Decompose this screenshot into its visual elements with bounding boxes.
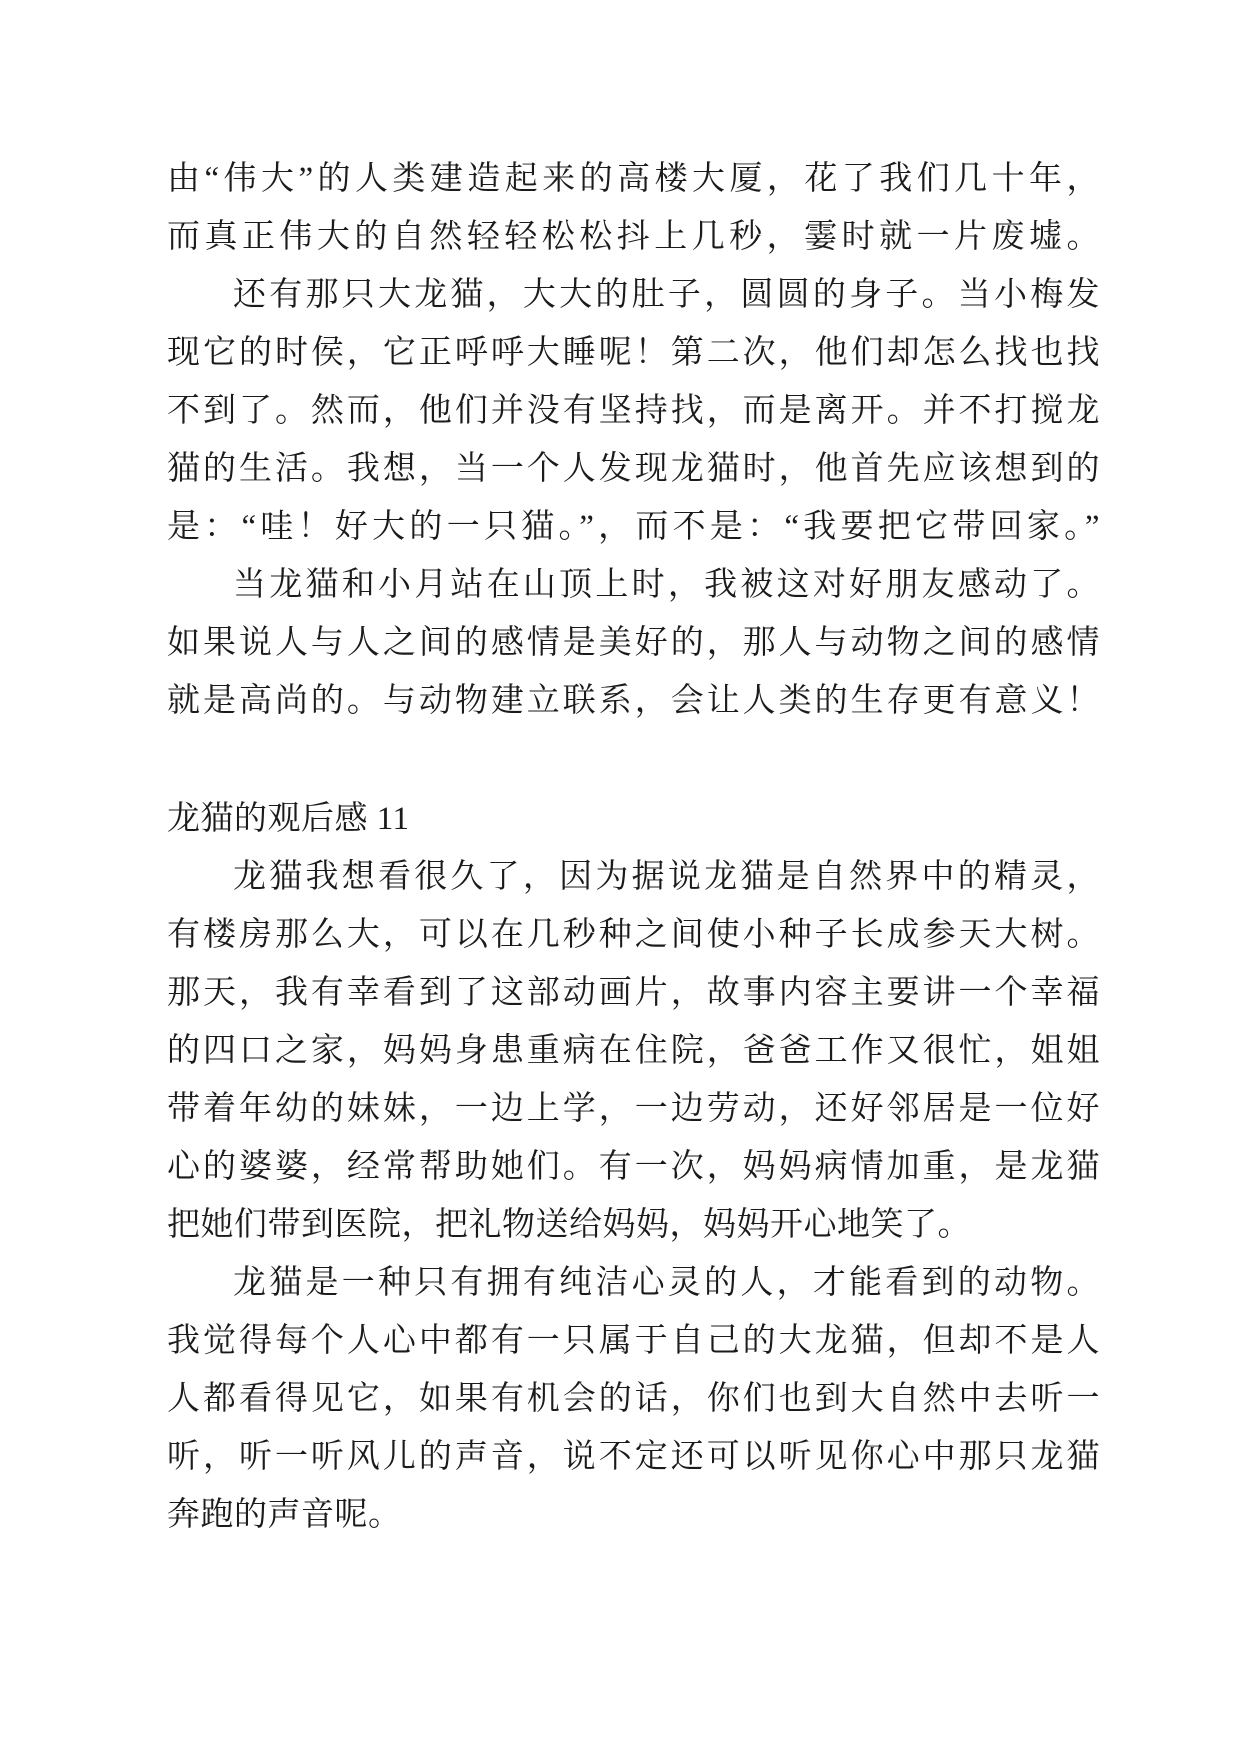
text-line: 那天，我有幸看到了这部动画片，故事内容主要讲一个幸福 [167,975,1100,1011]
text-line: 人都看得见它，如果有机会的话，你们也到大自然中去听一 [167,1381,1100,1417]
paragraph-continuation [167,150,1100,266]
text-line: 我觉得每个人心中都有一只属于自己的大龙猫，但却不是人 [167,1323,1100,1359]
paragraph-friendship [167,556,1100,730]
text-line: 就是高尚的。与动物建立联系，会让人类的生存更有意义！ [167,683,1100,719]
section-heading: 龙猫的观后感 11 [167,801,410,837]
text-line: 猫的生活。我想，当一个人发现龙猫时，他首先应该想到的 [167,451,1100,487]
text-line: 带着年幼的妹妹，一边上学，一边劳动，还好邻居是一位好 [167,1091,1100,1127]
text-line: 奔跑的声音呢。 [167,1497,402,1533]
text-line: 有楼房那么大，可以在几秒种之间使小种子长成参天大树。 [167,917,1100,953]
text-line: 听，听一听风儿的声音，说不定还可以听见你心中那只龙猫 [167,1439,1100,1475]
text-line: 当龙猫和小月站在山顶上时，我被这对好朋友感动了。 [233,567,1100,603]
text-line: 的四口之家，妈妈身患重病在住院，爸爸工作又很忙，姐姐 [167,1033,1100,1069]
text-line: 心的婆婆，经常帮助她们。有一次，妈妈病情加重，是龙猫 [167,1149,1100,1185]
text-line: 龙猫我想看很久了，因为据说龙猫是自然界中的精灵， [233,859,1100,895]
section-heading-block [167,790,1100,848]
text-line: 由“伟大”的人类建造起来的高楼大厦，花了我们几十年， [167,161,1100,197]
paragraph-story-summary [167,848,1100,1254]
paragraph-totoro-description [167,266,1100,556]
text-line: 龙猫是一种只有拥有纯洁心灵的人，才能看到的动物。 [233,1265,1100,1301]
text-line: 而真正伟大的自然轻轻松松抖上几秒，霎时就一片废墟。 [167,219,1100,255]
text-line: 现它的时侯，它正呼呼大睡呢！第二次，他们却怎么找也找 [167,335,1100,371]
text-line: 是：“哇！好大的一只猫。”，而不是：“我要把它带回家。” [167,509,1100,545]
paragraph-closing-thoughts [167,1254,1100,1544]
text-line: 还有那只大龙猫，大大的肚子，圆圆的身子。当小梅发 [233,277,1100,313]
text-line: 如果说人与人之间的感情是美好的，那人与动物之间的感情 [167,625,1100,661]
text-line: 把她们带到医院，把礼物送给妈妈，妈妈开心地笑了。 [167,1207,971,1243]
text-line: 不到了。然而，他们并没有坚持找，而是离开。并不打搅龙 [167,393,1100,429]
